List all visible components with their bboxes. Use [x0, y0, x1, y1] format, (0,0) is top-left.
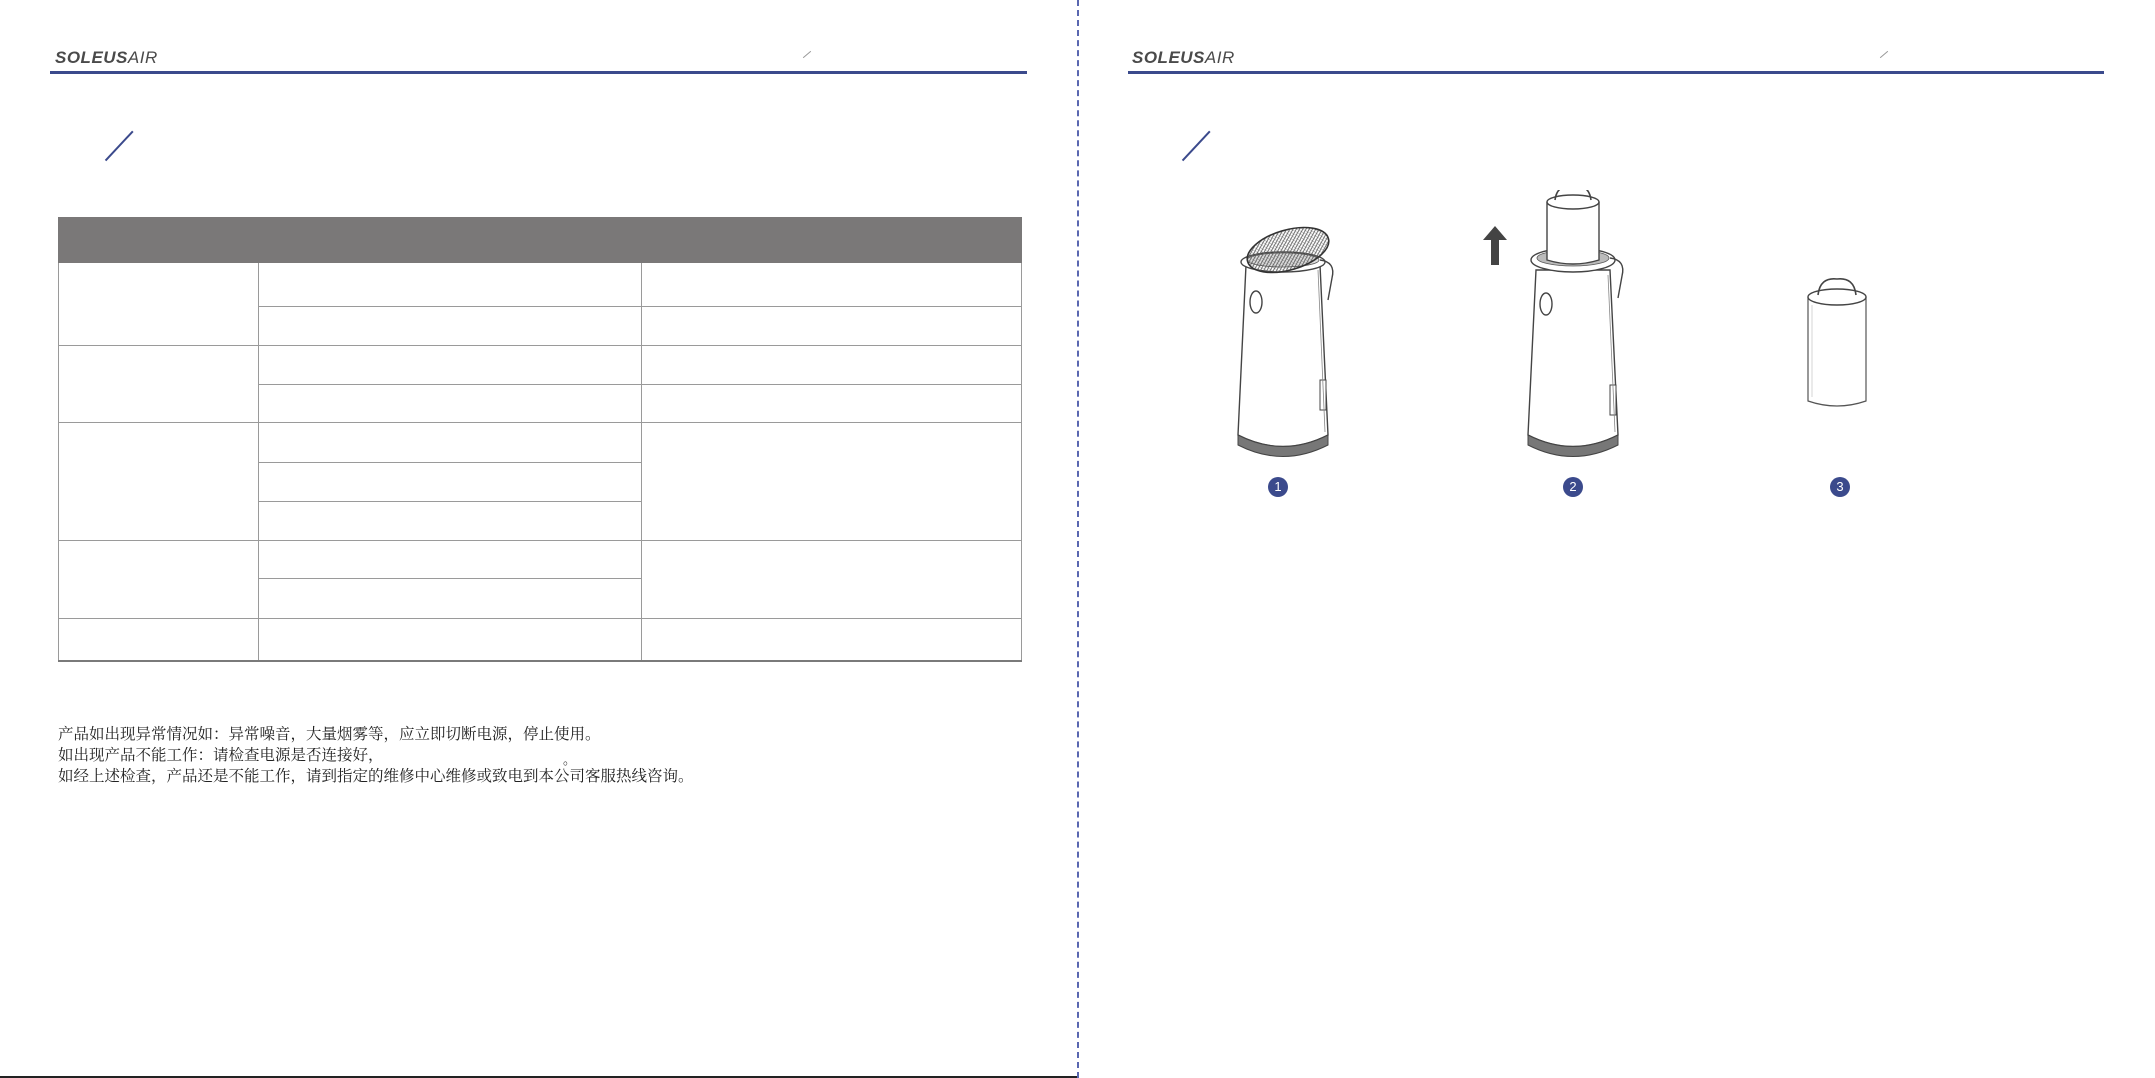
table-cell-problem [59, 619, 259, 661]
note-line: 产品如出现异常情况如：异常噪音，大量烟雾等，应立即切断电源，停止使用。 [58, 725, 601, 743]
table-cell-problem [59, 263, 259, 346]
brand-logo-bold: SOLEUS [55, 48, 128, 67]
table-header-row [59, 218, 1022, 263]
header-slash-mark [803, 51, 811, 58]
table-cell-cause [258, 307, 641, 346]
brand-logo-light: AIR [127, 48, 158, 67]
table-cell-solution [641, 346, 1021, 385]
section-title-slash [105, 131, 133, 161]
table-cell-cause [258, 263, 641, 307]
note-line: 如经上述检查，产品还是不能工作，请到指定的维修中心维修或致电到本公司客服热线咨询。 [58, 767, 694, 785]
table-cell-cause [258, 463, 641, 502]
table-cell-cause [258, 541, 641, 579]
table-row [59, 263, 1022, 307]
safety-notes [58, 724, 694, 787]
step-number-badge: 3 [1830, 477, 1850, 497]
table-cell-problem [59, 346, 259, 423]
brand-logo [1132, 48, 1235, 68]
filter-cartridge-illustration [1802, 275, 1872, 410]
header-slash-mark [1880, 51, 1888, 58]
step-number-badge: 1 [1268, 477, 1288, 497]
table-cell-cause [258, 385, 641, 423]
table-cell-solution [641, 423, 1021, 541]
brand-logo [55, 48, 158, 68]
note-line: 如出现产品不能工作：请检查电源是否连接好， [58, 746, 384, 764]
troubleshooting-table [58, 217, 1022, 662]
header-rule [50, 71, 1027, 74]
table-cell-cause [258, 346, 641, 385]
table-cell-problem [59, 423, 259, 541]
table-cell-solution [641, 619, 1021, 661]
table-cell-cause [258, 579, 641, 619]
up-arrow-icon [1483, 226, 1507, 265]
table-header-cell [258, 218, 641, 263]
table-row [59, 619, 1022, 661]
table-cell-solution [641, 541, 1021, 619]
table-cell-cause [258, 423, 641, 463]
table-cell-solution [641, 385, 1021, 423]
brand-logo-light: AIR [1204, 48, 1235, 67]
table-cell-solution [641, 263, 1021, 307]
purifier-open-lid-illustration [1228, 210, 1348, 470]
table-header-cell [641, 218, 1021, 263]
right-page [1078, 0, 2155, 1078]
brand-logo-bold: SOLEUS [1132, 48, 1205, 67]
stray-period-mark: 。 [563, 753, 577, 768]
left-page [0, 0, 1077, 1078]
section-title-slash [1182, 131, 1210, 161]
table-cell-problem [59, 541, 259, 619]
step-number-badge: 2 [1563, 477, 1583, 497]
table-header-cell [59, 218, 259, 263]
table-row [59, 541, 1022, 579]
table-cell-solution [641, 307, 1021, 346]
purifier-filter-lift-illustration [1473, 190, 1633, 470]
table-row [59, 423, 1022, 463]
table-cell-cause [258, 619, 641, 661]
header-rule [1128, 71, 2104, 74]
table-row [59, 346, 1022, 385]
table-cell-cause [258, 502, 641, 541]
